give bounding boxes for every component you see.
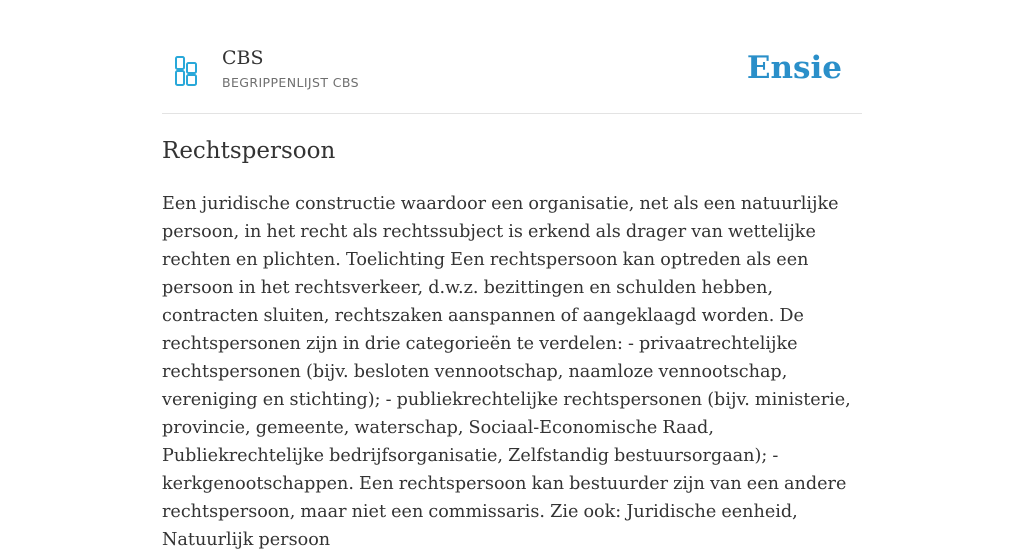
org-name: CBS [222, 47, 264, 69]
cbs-logo-icon[interactable] [174, 56, 198, 86]
ensie-brand-link[interactable]: Ensie [746, 50, 842, 86]
header [162, 40, 862, 100]
org-subtitle: BEGRIPPENLIJST CBS [222, 75, 359, 90]
page [162, 0, 862, 550]
divider [162, 113, 862, 114]
page-title: Rechtspersoon [162, 138, 336, 164]
definition-text: Een juridische constructie waardoor een organisatie, net als een natuurlijke persoon, in het recht als rechtssubject is erkend als drager van wettelijke rechten en plichten. Toelichting Een rechtspersoon kan optreden als een persoon in het rechtsverkeer, d.w.z. bezittingen en schulden hebben, contracten sluiten, rechtszaken aanspannen of aangeklaagd worden. De rechtspersonen zijn in drie categorieën te verdelen: - privaatrechtelijke rechtspersonen (bijv. besloten vennootschap, naamloze vennootschap, vereniging en stichting); - publiekrechtelijke rechtspersonen (bijv. ministerie, provincie, gemeente, waterschap, Sociaal-Economische Raad, Publiekrechtelijke bedrijfsorganisatie, Zelfstandig bestuursorgaan); - kerkgenootschappen. Een rechtspersoon kan bestuurder zijn van een andere rechtspersoon, maar niet een commissaris. Zie ook: Juridische eenheid, Natuurlijk persoon [162, 194, 851, 550]
